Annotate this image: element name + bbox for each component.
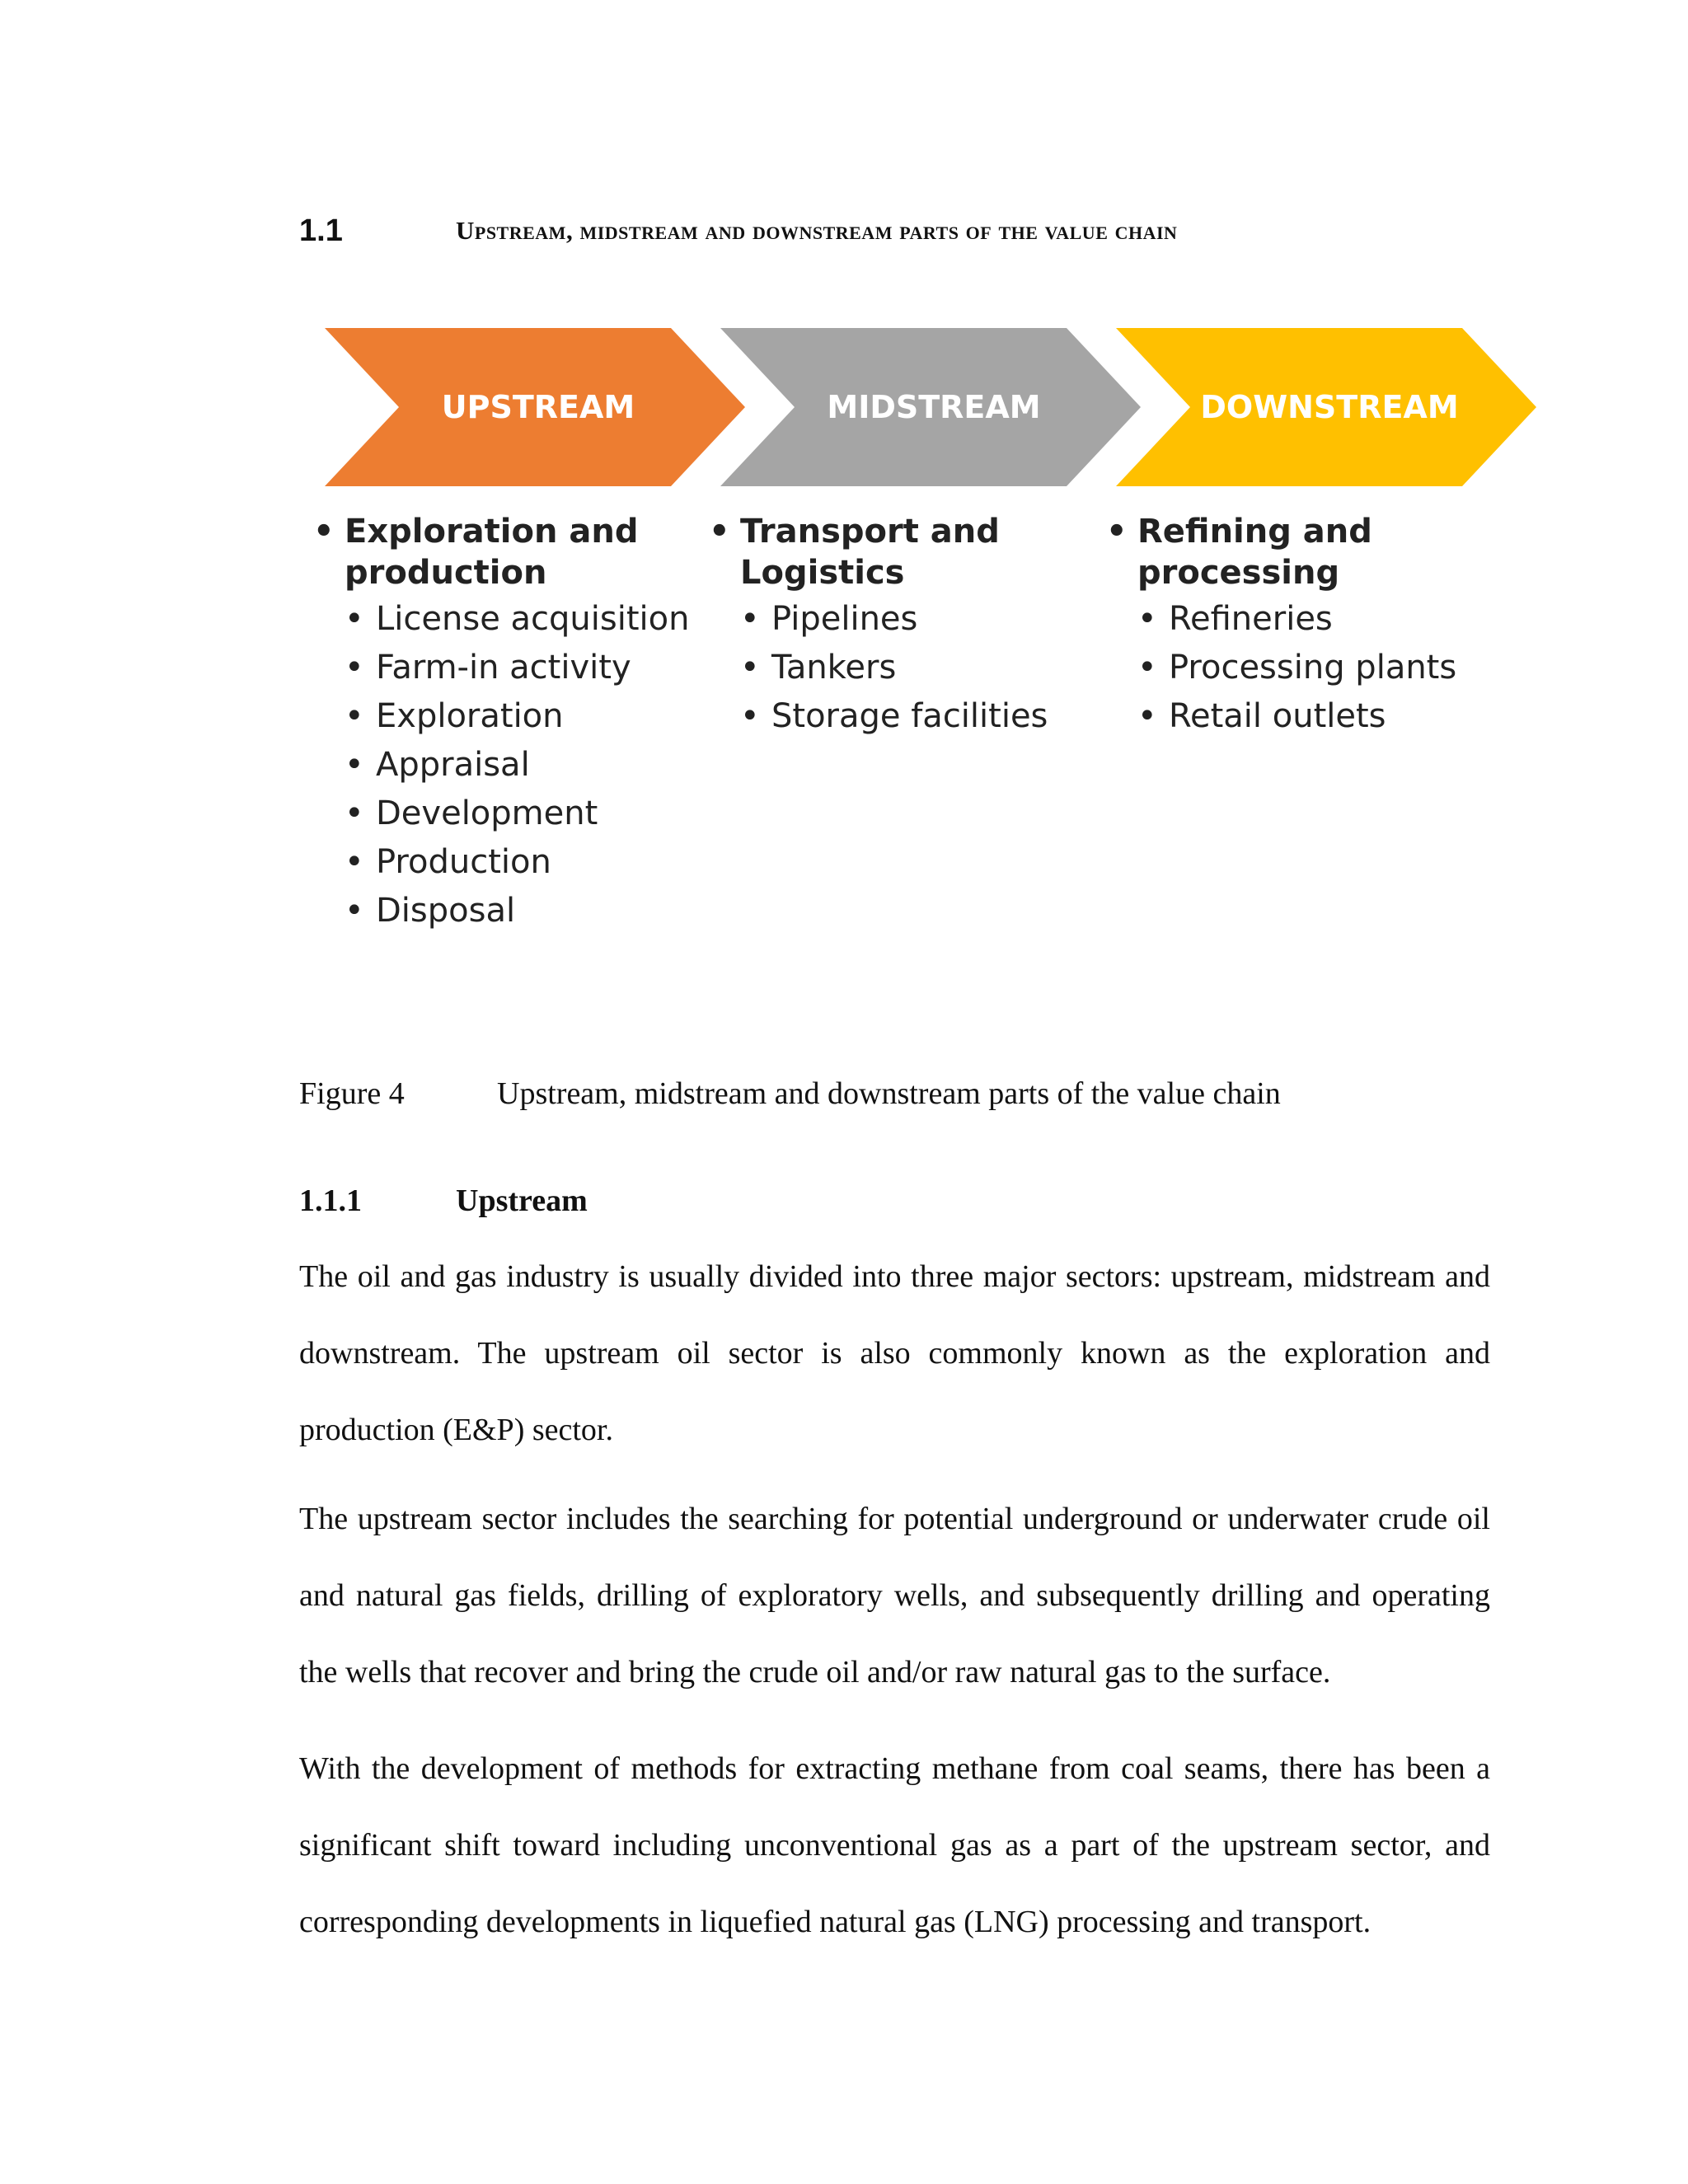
list-item [313, 890, 709, 932]
list-item [709, 647, 1104, 689]
downstream-column [1106, 511, 1518, 744]
list-item [709, 696, 1104, 738]
bullet-icon: • [345, 649, 364, 687]
list-item-label: Exploration [376, 697, 564, 735]
figure-caption-label: Figure 4 [299, 1076, 405, 1111]
list-item-label: Pipelines [771, 600, 918, 638]
bullet-icon: • [740, 649, 760, 687]
downstream-main-item [1106, 511, 1518, 593]
list-item [313, 841, 709, 883]
paragraph: With the development of methods for extracting methane from coal seams, there has been a significant shift toward including unconventional gas as a part of the upstream sector, and corresponding developments in liquefied natural gas (LNG) processing and transport. [299, 1751, 1490, 1939]
paragraph: The upstream sector includes the searching for potential underground or underwater crude oil and natural gas fields, drilling of exploratory wells, and subsequently drilling and operating the wells that recover and bring the crude oil and/or raw natural gas to the surface. [299, 1502, 1490, 1690]
downstream-main-label: Refining and processing [1137, 513, 1372, 592]
list-item-label: Appraisal [376, 746, 530, 784]
list-item [1106, 696, 1518, 738]
section-number: 1.1 [299, 213, 343, 248]
list-item-label: License acquisition [376, 600, 690, 638]
list-item-label: Production [376, 843, 551, 881]
section-heading [299, 210, 1536, 251]
paragraph: The oil and gas industry is usually divided into three major sectors: upstream, midstream and downstream. The upstream oil sector is also commonly known as the exploration and production (E&P) sector. [299, 1259, 1490, 1447]
bullet-icon: • [709, 513, 730, 551]
bullet-icon: • [740, 600, 760, 638]
midstream-header: MIDSTREAM [827, 389, 1041, 425]
bullet-icon: • [345, 843, 364, 881]
bullet-icon: • [313, 513, 335, 551]
subsection-title: Upstream [456, 1183, 588, 1218]
midstream-main-label: Transport and Logistics [740, 513, 1000, 592]
list-item-label: Refineries [1169, 600, 1333, 638]
bullet-icon: • [345, 794, 364, 832]
bullet-icon: • [345, 697, 364, 735]
figure-caption-text: Upstream, midstream and downstream parts of the value chain [497, 1076, 1281, 1111]
subsection-heading [299, 1180, 1536, 1221]
list-item [1106, 598, 1518, 640]
value-chain-figure [313, 321, 1550, 997]
figure-caption [299, 1073, 1618, 1114]
bullet-icon: • [345, 600, 364, 638]
upstream-column [313, 511, 709, 939]
downstream-header: DOWNSTREAM [1200, 389, 1459, 425]
bullet-icon: • [740, 697, 760, 735]
bullet-icon: • [1137, 697, 1157, 735]
bullet-icon: • [1137, 600, 1157, 638]
upstream-main-label: Exploration and production [345, 513, 639, 592]
list-item [313, 696, 709, 738]
list-item [313, 744, 709, 786]
list-item-label: Development [376, 794, 598, 832]
bullet-icon: • [1106, 513, 1128, 551]
upstream-header: UPSTREAM [441, 389, 635, 425]
list-item [709, 598, 1104, 640]
midstream-main-item [709, 511, 1104, 593]
downstream-sub-list [1106, 598, 1518, 738]
upstream-sub-list [313, 598, 709, 932]
list-item [1106, 647, 1518, 689]
upstream-main-item [313, 511, 709, 593]
list-item [313, 793, 709, 835]
midstream-column [709, 511, 1104, 744]
list-item-label: Retail outlets [1169, 697, 1386, 735]
list-item-label: Farm-in activity [376, 649, 631, 687]
list-item-label: Processing plants [1169, 649, 1457, 687]
section-title: Upstream, midstream and downstream parts of the value chain [456, 216, 1178, 245]
midstream-sub-list [709, 598, 1104, 738]
value-chain-chevrons [313, 321, 1550, 486]
list-item-label: Disposal [376, 892, 516, 930]
list-item-label: Tankers [771, 649, 897, 687]
list-item [313, 598, 709, 640]
list-item-label: Storage facilities [771, 697, 1048, 735]
bullet-icon: • [345, 892, 364, 930]
bullet-icon: • [1137, 649, 1157, 687]
subsection-number: 1.1.1 [299, 1183, 362, 1218]
list-item [313, 647, 709, 689]
bullet-icon: • [345, 746, 364, 784]
